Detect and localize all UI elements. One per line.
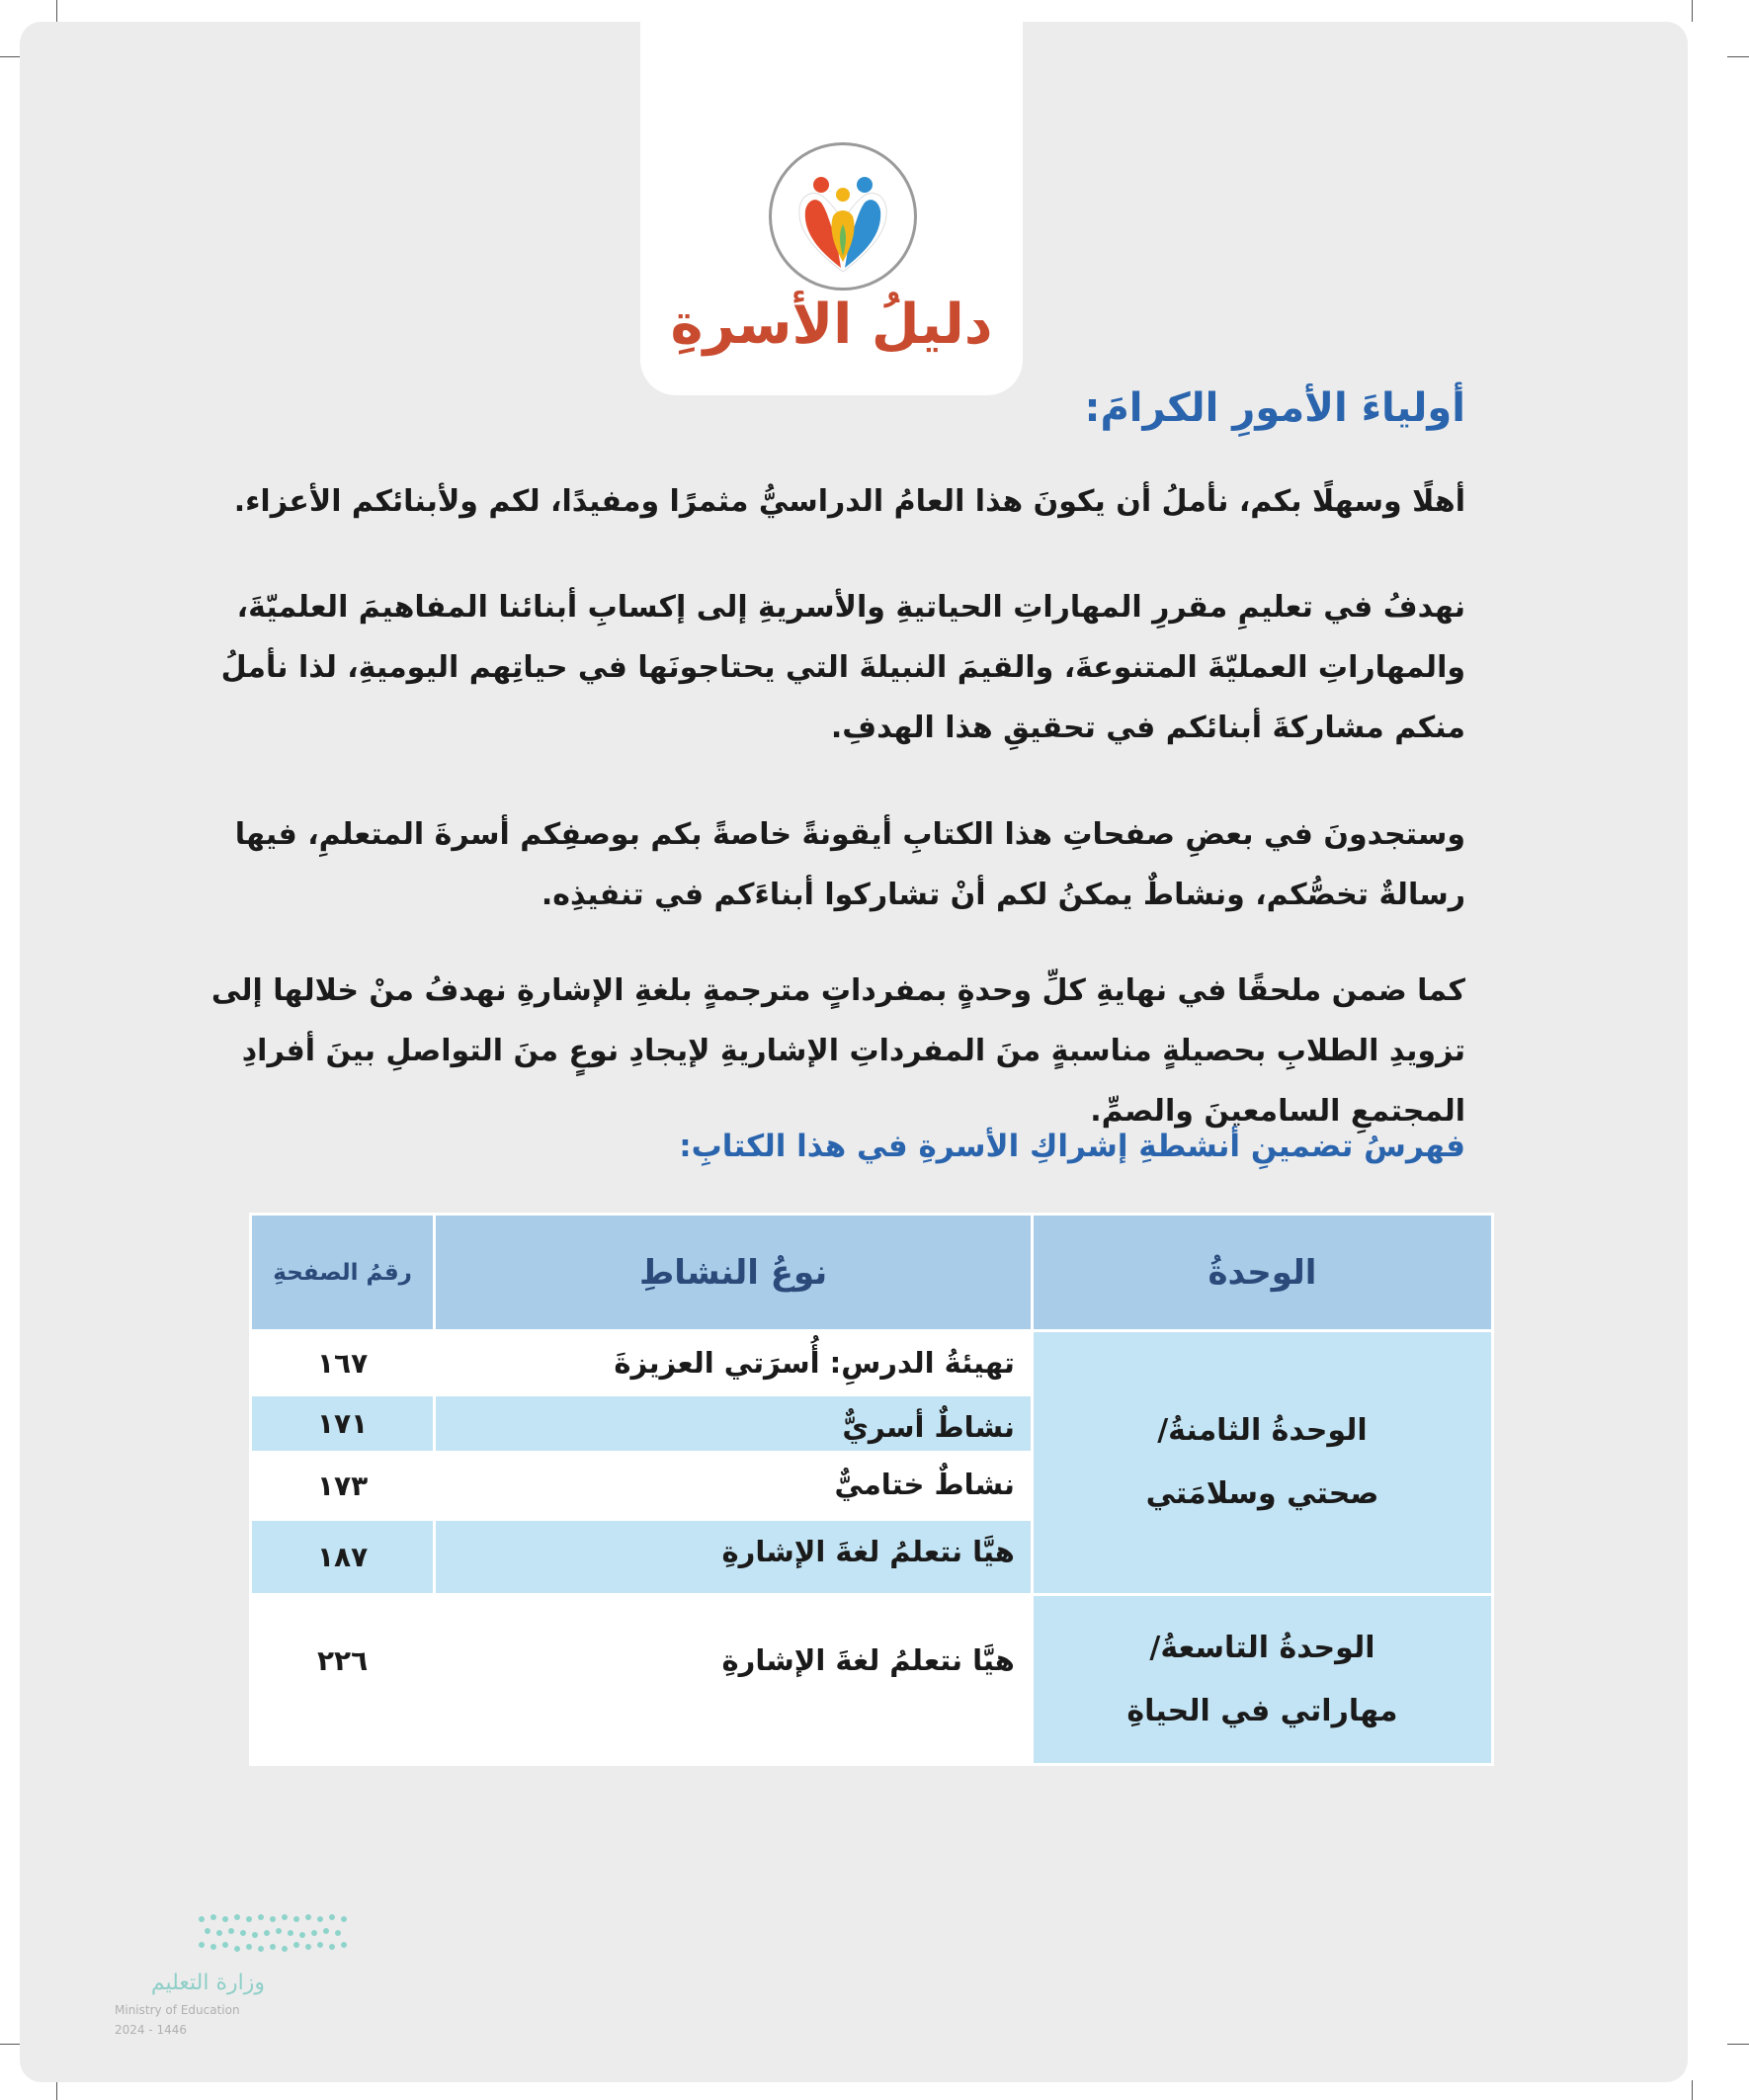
page-cell: ١٦٧ — [251, 1331, 435, 1395]
unit-cell — [1032, 1595, 1492, 1765]
ministry-dots-icon — [192, 1909, 360, 1961]
activity-cell: نشاطٌ ختاميٌّ — [435, 1453, 1033, 1520]
unit-name-line1: الوحدةُ التاسعةُ/ — [1149, 1630, 1375, 1665]
crop-mark — [1727, 56, 1749, 57]
family-heart-icon — [769, 142, 917, 291]
crop-mark — [1692, 0, 1693, 22]
page-cell: ١٨٧ — [251, 1520, 435, 1595]
crop-mark — [0, 56, 22, 57]
unit-cell — [1032, 1331, 1492, 1595]
header-page: رقمُ الصفحةِ — [251, 1215, 435, 1331]
paragraph-goals: نهدفُ في تعليمِ مقررِ المهاراتِ الحياتيةِ والأسريةِ إلى إكسابِ أبنائنا المفاهيمَ العلميّةَ، والمهاراتِ العمليّةَ المتنوعةَ، والقيمَ النبيلةَ التي يحتاجونَها في حياتِهم اليوميةِ، لذا نأملُ منكم مشاركةَ أبنائكم في تحقيقِ هذا الهدفِ. — [220, 590, 1465, 745]
page-cell: ٢٢٦ — [251, 1595, 435, 1765]
crop-mark — [56, 0, 57, 22]
table-title: فهرسُ تضمينِ أنشطةِ إشراكِ الأسرةِ في هذا الكتابِ: — [679, 1129, 1465, 1164]
table-row — [251, 1331, 1493, 1395]
page-panel — [20, 22, 1688, 2082]
page-title: دليلُ الأسرةِ — [670, 293, 993, 357]
crop-mark — [0, 2044, 22, 2045]
greeting-text: أهلًا وسهلًا بكم، نأملُ أن يكونَ هذا العامُ الدراسيُّ مثمرًا ومفيدًا، لكم ولأبنائكم الأعزاء. — [233, 484, 1465, 519]
activity-cell: نشاطٌ أسريٌّ — [435, 1395, 1033, 1453]
activity-cell: هيَّا نتعلمُ لغةَ الإشارةِ — [435, 1520, 1033, 1595]
crop-mark — [1692, 2080, 1693, 2100]
ministry-name-ar: وزارة التعليم — [150, 1971, 265, 1995]
paragraph-sign-language: كما ضمن ملحقًا في نهايةِ كلِّ وحدةٍ بمفرداتٍ مترجمةٍ بلغةِ الإشارةِ نهدفُ منْ خلالها إلى تزويدِ الطلابِ بحصيلةٍ مناسبةٍ منَ المفرداتِ الإشاريةِ لإيجادِ نوعٍ منَ التواصلِ بينَ أفرادِ المجتمعِ السامعينَ والصمِّ. — [210, 973, 1465, 1129]
crop-mark — [56, 2080, 57, 2100]
activity-cell: تهيئةُ الدرسِ: أُسرَتي العزيزةَ — [435, 1331, 1033, 1395]
header-unit: الوحدةُ — [1032, 1215, 1492, 1331]
header-activity: نوعُ النشاطِ — [435, 1215, 1033, 1331]
unit-name-line1: الوحدةُ الثامنةُ/ — [1157, 1413, 1368, 1448]
ministry-name-en: Ministry of Education — [115, 2003, 240, 2017]
page-cell: ١٧١ — [251, 1395, 435, 1453]
table-header-row — [251, 1215, 1493, 1331]
title-tab — [640, 22, 1023, 395]
ministry-logo — [115, 1909, 312, 2082]
salutation: أولياءَ الأمورِ الكرامَ: — [1084, 385, 1465, 431]
unit-name-line2: مهاراتي في الحياةِ — [1126, 1693, 1398, 1728]
activity-cell: هيَّا نتعلمُ لغةَ الإشارةِ — [435, 1595, 1033, 1765]
unit-name-line2: صحتي وسلامَتي — [1145, 1476, 1379, 1511]
crop-mark — [1727, 2044, 1749, 2045]
page-cell: ١٧٣ — [251, 1453, 435, 1520]
paragraph-icon-info: وستجدونَ في بعضِ صفحاتِ هذا الكتابِ أيقونةً خاصةً بكم بوصفِكم أسرةَ المتعلمِ، فيها رسالةٌ تخصُّكم، ونشاطٌ يمكنُ لكم أنْ تشاركوا أبناءَكم في تنفيذِه. — [234, 817, 1465, 912]
edition-year: 2024 - 1446 — [115, 2023, 188, 2037]
activities-index-table — [249, 1213, 1494, 1766]
table-row — [251, 1595, 1493, 1765]
